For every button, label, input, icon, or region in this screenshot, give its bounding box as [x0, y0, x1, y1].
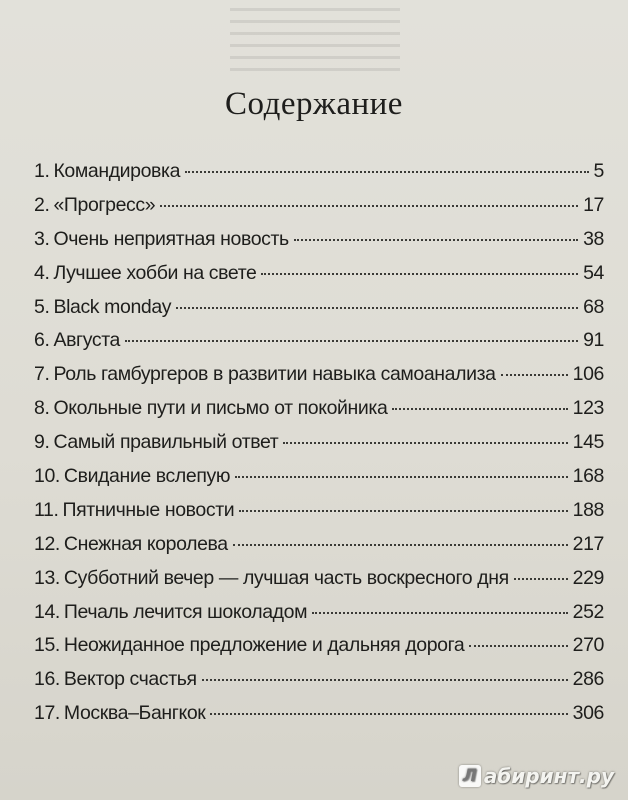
table-of-contents — [34, 160, 604, 736]
page-number: 270 — [572, 634, 604, 657]
chapter-number: 11. — [34, 498, 59, 521]
dot-leader — [392, 408, 567, 410]
dot-leader — [125, 340, 578, 342]
chapter-title: Вектор счастья — [63, 668, 197, 691]
page-number: 106 — [572, 363, 604, 386]
toc-entry — [34, 329, 604, 363]
chapter-title: Роль гамбургеров в развитии навыка самоанализа — [53, 363, 496, 386]
chapter-title: Очень неприятная новость — [53, 227, 289, 250]
page-number: 188 — [572, 498, 604, 521]
toc-entry — [34, 228, 604, 262]
chapter-number: 1. — [34, 160, 50, 182]
chapter-number: 16. — [34, 668, 60, 691]
chapter-number: 14. — [34, 600, 60, 623]
page-number: 252 — [572, 600, 604, 623]
chapter-title: Пятничные новости — [62, 498, 235, 521]
page-number: 38 — [583, 227, 604, 250]
labirint-logo-icon: Л — [459, 765, 481, 787]
chapter-title: Снежная королева — [63, 532, 228, 555]
chapter-title: Black monday — [53, 295, 172, 318]
chapter-title: «Прогресс» — [53, 193, 156, 216]
chapter-number: 4. — [34, 261, 50, 284]
page-number: 5 — [593, 160, 604, 182]
dot-leader — [261, 273, 578, 275]
dot-leader — [235, 476, 568, 478]
chapter-title: Свидание вслепую — [63, 465, 231, 488]
dot-leader — [283, 442, 567, 444]
dot-leader — [202, 679, 568, 681]
watermark-text: абиринт.ру — [483, 764, 614, 788]
page-title: Содержание — [225, 86, 403, 122]
dot-leader — [210, 713, 567, 715]
toc-entry — [34, 465, 604, 499]
toc-entry — [34, 567, 604, 601]
toc-entry — [34, 533, 604, 567]
chapter-title: Печаль лечится шоколадом — [63, 600, 308, 623]
toc-entry — [34, 397, 604, 431]
page-number: 217 — [572, 532, 604, 555]
dot-leader — [239, 510, 567, 512]
page-number: 54 — [583, 261, 604, 284]
page-number: 123 — [572, 397, 604, 420]
chapter-number: 12. — [34, 532, 60, 555]
toc-entry — [34, 668, 604, 702]
bleed-through-text — [230, 8, 400, 78]
chapter-title: Августа — [53, 329, 120, 352]
toc-entry — [34, 634, 604, 668]
chapter-title: Окольные пути и письмо от покойника — [53, 397, 388, 420]
chapter-title: Самый правильный ответ — [53, 431, 279, 454]
dot-leader — [176, 307, 578, 309]
dot-leader — [501, 374, 568, 376]
toc-entry — [34, 262, 604, 296]
page-number: 91 — [583, 329, 604, 352]
page-number: 145 — [572, 431, 604, 454]
chapter-number: 10. — [34, 465, 60, 488]
toc-entry — [34, 363, 604, 397]
toc-entry — [34, 431, 604, 465]
chapter-title: Субботний вечер — лучшая часть воскресного дня — [63, 566, 509, 589]
chapter-title: Москва–Бангкок — [63, 702, 206, 725]
toc-entry — [34, 194, 604, 228]
chapter-number: 2. — [34, 193, 50, 216]
page-number: 68 — [583, 295, 604, 318]
page-number: 17 — [583, 193, 604, 216]
labirint-watermark — [459, 764, 614, 788]
chapter-number: 15. — [34, 634, 60, 657]
chapter-number: 6. — [34, 329, 50, 352]
chapter-title: Неожиданное предложение и дальняя дорога — [63, 634, 465, 657]
page-number: 286 — [572, 668, 604, 691]
dot-leader — [312, 612, 568, 614]
page-number: 229 — [572, 566, 604, 589]
page-number: 306 — [572, 702, 604, 725]
toc-entry — [34, 702, 604, 736]
page-number: 168 — [572, 465, 604, 488]
chapter-number: 7. — [34, 363, 50, 386]
toc-entry — [34, 296, 604, 330]
dot-leader — [294, 239, 578, 241]
toc-entry — [34, 499, 604, 533]
chapter-title: Командировка — [53, 160, 181, 182]
dot-leader — [469, 645, 567, 647]
chapter-number: 5. — [34, 295, 50, 318]
chapter-title: Лучшее хобби на свете — [53, 261, 257, 284]
toc-entry — [34, 160, 604, 194]
chapter-number: 9. — [34, 431, 50, 454]
chapter-number: 17. — [34, 702, 60, 725]
chapter-number: 13. — [34, 566, 60, 589]
dot-leader — [514, 578, 568, 580]
dot-leader — [185, 171, 589, 173]
chapter-number: 8. — [34, 397, 50, 420]
dot-leader — [233, 544, 568, 546]
chapter-number: 3. — [34, 227, 50, 250]
toc-entry — [34, 601, 604, 635]
dot-leader — [160, 205, 578, 207]
